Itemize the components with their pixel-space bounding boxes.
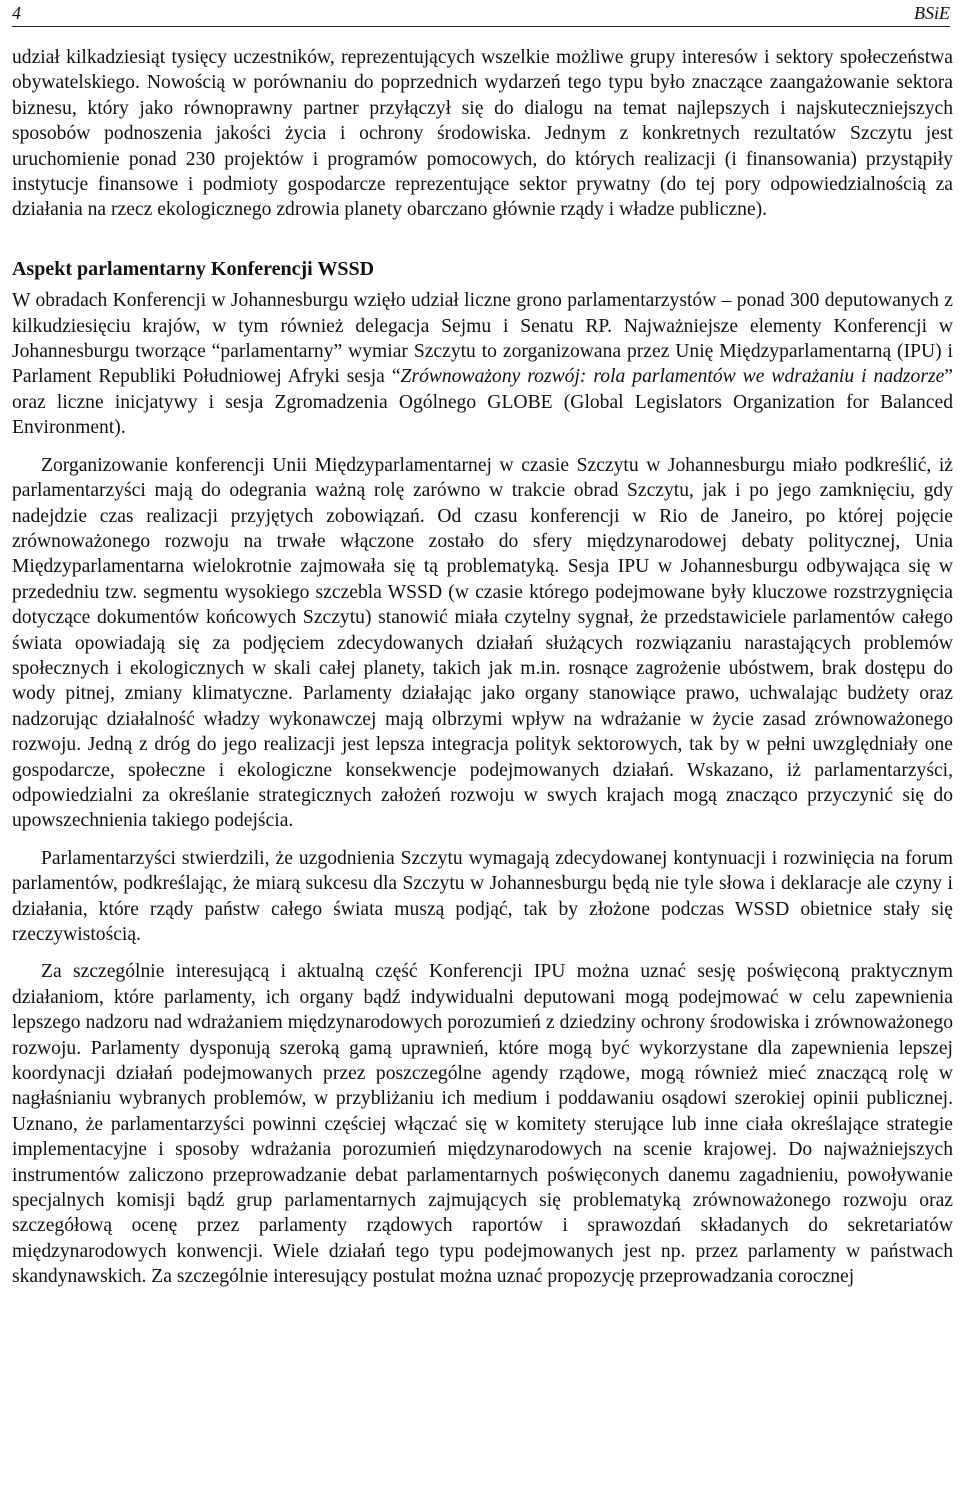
session-title: Zrównoważony rozwój: rola parlamentów we wdrażaniu i nadzorze (400, 366, 945, 388)
section-heading: Aspekt parlamentarny Konferencji WSSD (12, 257, 375, 280)
intro-paragraph: udział kilkadziesiąt tysięcy uczestników, reprezentujących wszelkie możliwe grupy interesów i sektory społeczeństwa obywatelskiego. Nowością w porównaniu do poprzednich wydarzeń tego typu było znaczące zaangażowanie sektora biznesu, który jako równoprawny partner przyłączył się do dialogu na temat najlepszych i najskuteczniejszych sposobów podnoszenia jakości życia i ochrony środowiska. Jednym z konkretnych rezultatów Szczytu jest uruchomienie ponad 230 projektów i programów pomocowych, do których realizacji (i finansowania) przystąpiły instytucje finansowe i podmioty gospodarcze reprezentujące sektor prywatny (do tej pory odpowiedzialnością za działania na rzecz ekologicznego zdrowia planety obarczano głównie rządy i władze publiczne). (12, 47, 953, 221)
page-header (12, 2, 950, 27)
running-head: BSiE (914, 3, 950, 23)
first-paragraph-text: W obradach Konferencji w Johannesburgu wzięło udział liczne grono parlamentarzystów – ponad 300 deputowanych z kilkudziesięciu krajów, w tym również delegacja Sejmu i Senatu RP. Najważniejsze elementy Konferencji w Johannesburgu tworzące “parlamentarny” wymiar Szczytu to zorganizowana przez Unię Międzyparlamentarną (IPU) i Parlament Republiki Południowej Afryki sesja “ (12, 290, 953, 388)
section-first-paragraph (12, 288, 953, 440)
body-paragraph: Za szczególnie interesującą i aktualną część Konferencji IPU można uznać sesję poświęconą praktycznym działaniom, które parlamenty, ich organy bądź indywidualni deputowani mogą podejmować w celu zapewnienia lepszego nadzoru nad wdrażaniem międzynarodowych porozumień z dziedziny ochrony środowiska i zrównoważonego rozwoju. Parlamenty dysponują szeroką gamą uprawnień, które mogą być wykorzystane dla zapewnienia lepszej koordynacji działań podejmowanych przez poszczególne agendy rządowe, mogą również mieć znaczącą rolę w nagłaśnianiu wybranych problemów, w przybliżaniu ich medium i poddawaniu osądowi szerokiej opinii publicznej. Uznano, że parlamentarzyści powinni częściej włączać się w komitety sterujące lub inne ciała określające strategie implementacyjne i sposoby wdrażania porozumień międzynarodowych na scenie krajowej. Do najważniejszych instrumentów zaliczono przeprowadzanie debat parlamentarnych poświęconych danemu zagadnieniu, powoływanie specjalnych komisji bądź grup parlamentarnych zajmujących się problematyką zrównoważonego rozwoju oraz szczegółową ocenę przez parlamenty rządowych raportów i sprawozdań składanych do sekretariatów międzynarodowych konwencji. Wiele działań tego typu podejmowanych jest np. przez parlamenty w państwach skandynawskich. Za szczególnie interesujący postulat można uznać propozycję przeprowadzania corocznej (12, 961, 953, 1288)
body-paragraph: Zorganizowanie konferencji Unii Międzyparlamentarnej w czasie Szczytu w Johannesburgu miało podkreślić, iż parlamentarzyści mają do odegrania ważną rolę zarówno w trakcie obrad Szczytu, jak i po jego zamknięciu, gdy nadejdzie czas realizacji przyjętych zobowiązań. Od czasu konferencji w Rio de Janeiro, po której pojęcie zrównoważonego rozwoju na trwałe włączone zostało do sfery międzynarodowej debaty politycznej, Unia Międzyparlamentarna wielokrotnie zajmowała się tą problematyką. Sesja IPU w Johannesburgu odbywająca się w przededniu tzw. segmentu wysokiego szczebla WSSD (w czasie którego podejmowane były kluczowe rozstrzygnięcia dotyczące dokumentów końcowych Szczytu) stanowić miała czytelny sygnał, że przedstawiciele parlamentów całego świata opowiadają się za podjęciem zdecydowanych działań służących rozwiązaniu narastających problemów społecznych i ekologicznych w skali całej planety, takich jak m.in. rosnące zagrożenie ubóstwem, brak dostępu do wody pitnej, zmiany klimatyczne. Parlamenty działając jako organy stanowiące prawo, uchwalając budżety oraz nadzorując działalność władzy wykonawczej mają olbrzymi wpływ na wdrażanie w życie zasad zrównoważonego rozwoju. Jedną z dróg do jego realizacji jest lepsza integracja polityk sektorowych, tak by w pełni uwzględniały one gospodarcze, społeczne i ekologiczne konsekwencje podejmowanych działań. Wskazano, iż parlamentarzyści, odpowiedzialni za określanie strategicznych założeń rozwoju w swych krajach mogą znacząco przyczynić się do upowszechnienia takiego podejścia. (12, 454, 953, 832)
body-paragraph: Parlamentarzyści stwierdzili, że uzgodnienia Szczytu wymagają zdecydowanej kontynuacji i rozwinięcia na forum parlamentów, podkreślając, że miarą sukcesu dla Szczytu w Johannesburgu będą nie tyle słowa i deklaracje ale czyny i działania, które rządy państw całego świata muszą podjąć, tak by złożone podczas WSSD obietnice stały się rzeczywistością. (12, 847, 953, 945)
page-number: 4 (12, 3, 21, 23)
document-body (12, 45, 953, 1290)
first-paragraph-text-end: ” oraz liczne inicjatywy i sesja Zgromadzenia Ogólnego GLOBE (Global Legislators Organization for Balanced Environment). (12, 366, 953, 439)
